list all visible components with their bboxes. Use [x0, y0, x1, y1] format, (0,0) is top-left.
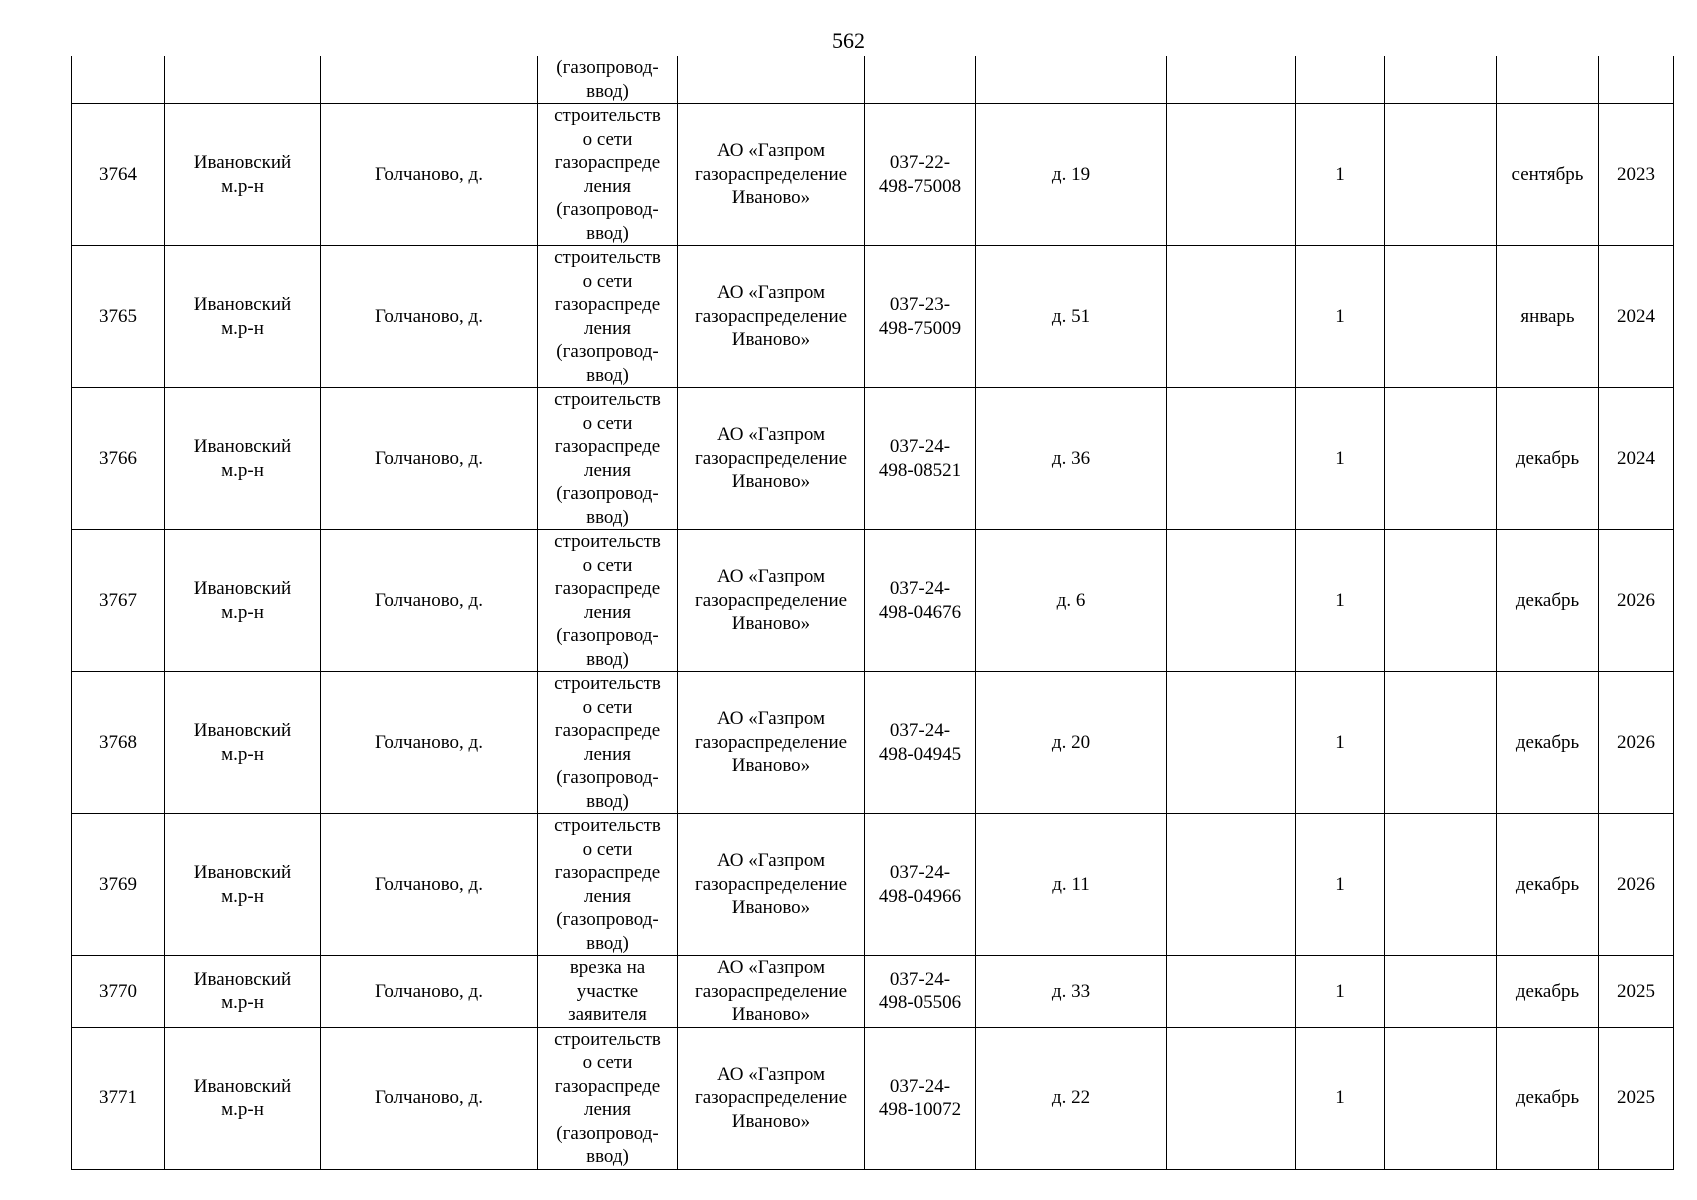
cell-house: д. 20: [976, 672, 1167, 814]
cell-qty: 1: [1296, 956, 1385, 1028]
cell-org: АО «Газпром газораспределение Иваново»: [678, 246, 865, 388]
cell-code: 037-24- 498-04966: [865, 814, 976, 956]
cell-empty: [1167, 530, 1296, 672]
cell-code: 037-24- 498-08521: [865, 388, 976, 530]
cell-year: 2023: [1599, 104, 1674, 246]
cell-month: [1497, 56, 1599, 104]
continued-row: [72, 56, 1674, 104]
cell-empty: [1167, 104, 1296, 246]
cell-empty: [1385, 1027, 1497, 1169]
cell-district: Ивановский м.р-н: [165, 814, 321, 956]
cell-org: АО «Газпром газораспределение Иваново»: [678, 956, 865, 1028]
cell-kind: строительств о сети газораспреде ления (газопровод- ввод): [538, 530, 678, 672]
cell-kind: врезка на участке заявителя: [538, 956, 678, 1028]
cell-num: 3764: [72, 104, 165, 246]
cell-org: АО «Газпром газораспределение Иваново»: [678, 672, 865, 814]
table-row: [72, 814, 1674, 956]
cell-house: д. 11: [976, 814, 1167, 956]
table-row: [72, 530, 1674, 672]
cell-num: 3771: [72, 1027, 165, 1169]
cell-num: 3767: [72, 530, 165, 672]
cell-org: АО «Газпром газораспределение Иваново»: [678, 814, 865, 956]
cell-house: д. 22: [976, 1027, 1167, 1169]
cell-org: АО «Газпром газораспределение Иваново»: [678, 104, 865, 246]
cell-empty: [1385, 814, 1497, 956]
cell-year: [1599, 56, 1674, 104]
cell-empty: [1167, 672, 1296, 814]
cell-qty: 1: [1296, 1027, 1385, 1169]
cell-qty: 1: [1296, 814, 1385, 956]
cell-code: 037-23- 498-75009: [865, 246, 976, 388]
cell-district: Ивановский м.р-н: [165, 530, 321, 672]
cell-district: Ивановский м.р-н: [165, 246, 321, 388]
cell-locality: Голчаново, д.: [321, 530, 538, 672]
cell-qty: 1: [1296, 672, 1385, 814]
cell-locality: [321, 56, 538, 104]
cell-locality: Голчаново, д.: [321, 1027, 538, 1169]
cell-num: [72, 56, 165, 104]
cell-district: Ивановский м.р-н: [165, 672, 321, 814]
cell-year: 2026: [1599, 672, 1674, 814]
cell-year: 2024: [1599, 388, 1674, 530]
cell-house: [976, 56, 1167, 104]
cell-code: 037-24- 498-04945: [865, 672, 976, 814]
cell-locality: Голчаново, д.: [321, 672, 538, 814]
page-number: 562: [832, 28, 865, 53]
cell-house: д. 33: [976, 956, 1167, 1028]
cell-code: 037-22- 498-75008: [865, 104, 976, 246]
cell-num: 3768: [72, 672, 165, 814]
cell-qty: 1: [1296, 246, 1385, 388]
cell-org: [678, 56, 865, 104]
table-row: [72, 246, 1674, 388]
table-row: [72, 956, 1674, 1028]
cell-code: [865, 56, 976, 104]
cell-month: декабрь: [1497, 530, 1599, 672]
cell-kind: (газопровод- ввод): [538, 56, 678, 104]
cell-empty: [1167, 814, 1296, 956]
cell-locality: Голчаново, д.: [321, 246, 538, 388]
cell-num: 3769: [72, 814, 165, 956]
cell-month: декабрь: [1497, 388, 1599, 530]
cell-month: декабрь: [1497, 1027, 1599, 1169]
cell-kind: строительств о сети газораспреде ления (газопровод- ввод): [538, 246, 678, 388]
cell-month: декабрь: [1497, 672, 1599, 814]
cell-kind: строительств о сети газораспреде ления (газопровод- ввод): [538, 388, 678, 530]
cell-year: 2026: [1599, 530, 1674, 672]
cell-district: [165, 56, 321, 104]
cell-locality: Голчаново, д.: [321, 956, 538, 1028]
table-row: [72, 388, 1674, 530]
cell-code: 037-24- 498-10072: [865, 1027, 976, 1169]
cell-org: АО «Газпром газораспределение Иваново»: [678, 530, 865, 672]
cell-district: Ивановский м.р-н: [165, 388, 321, 530]
cell-empty: [1385, 956, 1497, 1028]
cell-code: 037-24- 498-04676: [865, 530, 976, 672]
cell-year: 2026: [1599, 814, 1674, 956]
cell-code: 037-24- 498-05506: [865, 956, 976, 1028]
cell-district: Ивановский м.р-н: [165, 104, 321, 246]
cell-kind: строительств о сети газораспреде ления (газопровод- ввод): [538, 1027, 678, 1169]
cell-district: Ивановский м.р-н: [165, 1027, 321, 1169]
cell-num: 3765: [72, 246, 165, 388]
cell-empty: [1385, 530, 1497, 672]
cell-district: Ивановский м.р-н: [165, 956, 321, 1028]
table-row: [72, 1027, 1674, 1169]
cell-qty: 1: [1296, 104, 1385, 246]
cell-year: 2024: [1599, 246, 1674, 388]
cell-empty: [1385, 246, 1497, 388]
cell-num: 3770: [72, 956, 165, 1028]
cell-month: январь: [1497, 246, 1599, 388]
cell-org: АО «Газпром газораспределение Иваново»: [678, 1027, 865, 1169]
cell-year: 2025: [1599, 956, 1674, 1028]
cell-locality: Голчаново, д.: [321, 814, 538, 956]
cell-kind: строительств о сети газораспреде ления (газопровод- ввод): [538, 814, 678, 956]
cell-num: 3766: [72, 388, 165, 530]
cell-house: д. 51: [976, 246, 1167, 388]
cell-house: д. 19: [976, 104, 1167, 246]
cell-qty: [1296, 56, 1385, 104]
cell-empty: [1167, 956, 1296, 1028]
cell-locality: Голчаново, д.: [321, 388, 538, 530]
cell-qty: 1: [1296, 388, 1385, 530]
cell-empty: [1167, 388, 1296, 530]
cell-kind: строительств о сети газораспреде ления (газопровод- ввод): [538, 672, 678, 814]
cell-kind: строительств о сети газораспреде ления (газопровод- ввод): [538, 104, 678, 246]
table-row: [72, 672, 1674, 814]
cell-month: сентябрь: [1497, 104, 1599, 246]
cell-locality: Голчаново, д.: [321, 104, 538, 246]
cell-year: 2025: [1599, 1027, 1674, 1169]
table-row: [72, 104, 1674, 246]
cell-house: д. 36: [976, 388, 1167, 530]
cell-empty: [1167, 1027, 1296, 1169]
cell-empty: [1167, 56, 1296, 104]
gas-connection-table: [71, 56, 1674, 1170]
cell-month: декабрь: [1497, 956, 1599, 1028]
cell-empty: [1167, 246, 1296, 388]
cell-empty: [1385, 388, 1497, 530]
cell-month: декабрь: [1497, 814, 1599, 956]
cell-qty: 1: [1296, 530, 1385, 672]
cell-empty: [1385, 672, 1497, 814]
cell-house: д. 6: [976, 530, 1167, 672]
cell-empty: [1385, 104, 1497, 246]
cell-org: АО «Газпром газораспределение Иваново»: [678, 388, 865, 530]
cell-empty: [1385, 56, 1497, 104]
